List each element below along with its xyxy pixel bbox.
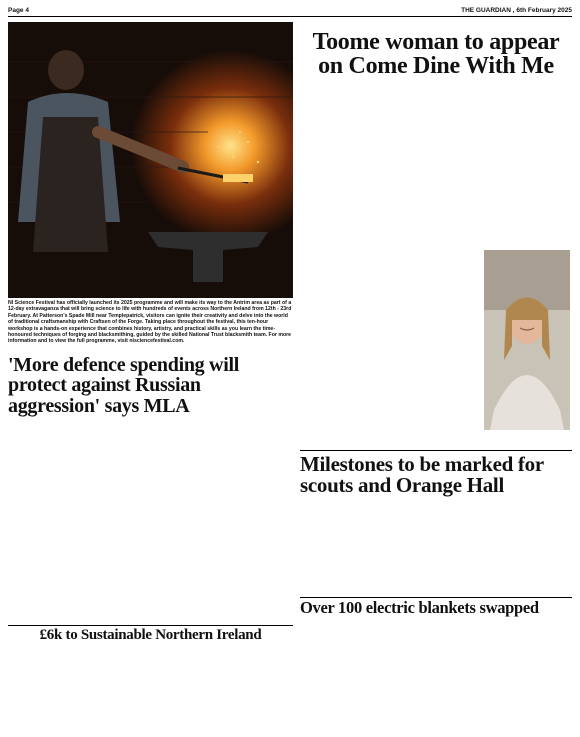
article-milestones (300, 500, 572, 596)
article-electric-blankets (300, 622, 572, 734)
page-number: Page 4 (8, 6, 29, 14)
headline-sustainable-ni: £6k to Sustainable Northern Ireland (39, 627, 262, 643)
headline-defence-spending: 'More defence spending will protect against Russian aggression' says MLA (8, 354, 239, 417)
photo-caption: NI Science Festival has officially launched its 2025 programme and will make its way to the Antrim area as part of a 12-day extravaganza that will bring science to life with hundreds of events across Northern Ireland from 12th - 23rd February. At Patterson's Spade Mill near Templepatrick, visitors can ignite their creativity and delve into the world of traditional craftsmanship with Craftsen of the Forge. Taking place throughout the festival, this ten-hour workshop is a hands-on experience that combines history, artistry, and practical skills as you learn the time-honoured techniques of forging and blacksmithing, guided by the skilled National Trust blacksmith team. For more information and to view the full programme, visit nisciencefestival.com. (8, 300, 292, 345)
headline-milestones: Milestones to be marked for scouts and Orange Hall (300, 452, 544, 498)
headline-electric-blankets: Over 100 electric blankets swapped (300, 598, 539, 617)
headline-come-dine-with-me: Toome woman to appear on Come Dine With Me (312, 29, 560, 80)
page-header (8, 4, 572, 17)
blacksmith-photo (8, 22, 293, 298)
masthead: THE GUARDIAN , 6th February 2025 (461, 6, 572, 14)
article-sustainable-ni (8, 650, 293, 734)
section-divider (8, 625, 293, 626)
article-defence-spending (8, 428, 293, 623)
section-divider (300, 450, 572, 451)
woman-photo (484, 250, 570, 430)
